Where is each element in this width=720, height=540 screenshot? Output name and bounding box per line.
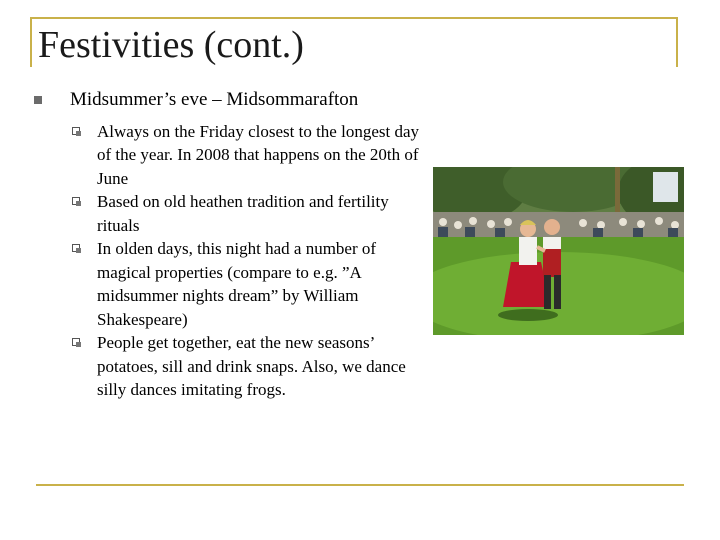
square-bullet-icon [72, 338, 80, 346]
sub-bullet-text: Always on the Friday closest to the longest day of the year. In 2008 that happens on the 20th of June [97, 122, 420, 188]
frame-bottom-line [36, 484, 684, 486]
frame-right-line [676, 17, 678, 67]
sub-bullet-item [70, 190, 430, 237]
square-bullet-icon [72, 127, 80, 135]
frame-top-line [30, 17, 678, 19]
main-bullet-text: Midsummer’s eve – Midsommarafton [70, 89, 359, 110]
sub-bullet-text: In olden days, this night had a number of magical properties (compare to e.g. ”A midsummer nights dream” by William Shakespeare) [97, 239, 377, 329]
sub-bullet-list [70, 120, 430, 401]
slide-title: Festivities (cont.) [38, 24, 304, 66]
midsummer-dance-photo [433, 167, 684, 335]
frame-left-line [30, 17, 32, 67]
filled-square-icon [34, 96, 42, 104]
sub-bullet-item [70, 120, 430, 190]
square-bullet-icon [72, 197, 80, 205]
sub-bullet-item [70, 331, 430, 401]
sub-bullet-item [70, 237, 430, 331]
sub-bullet-text: Based on old heathen tradition and fertility rituals [97, 192, 389, 235]
square-bullet-icon [72, 244, 80, 252]
sub-bullet-text: People get together, eat the new seasons’ potatoes, sill and drink snaps. Also, we dance silly dances imitating frogs. [97, 333, 406, 399]
